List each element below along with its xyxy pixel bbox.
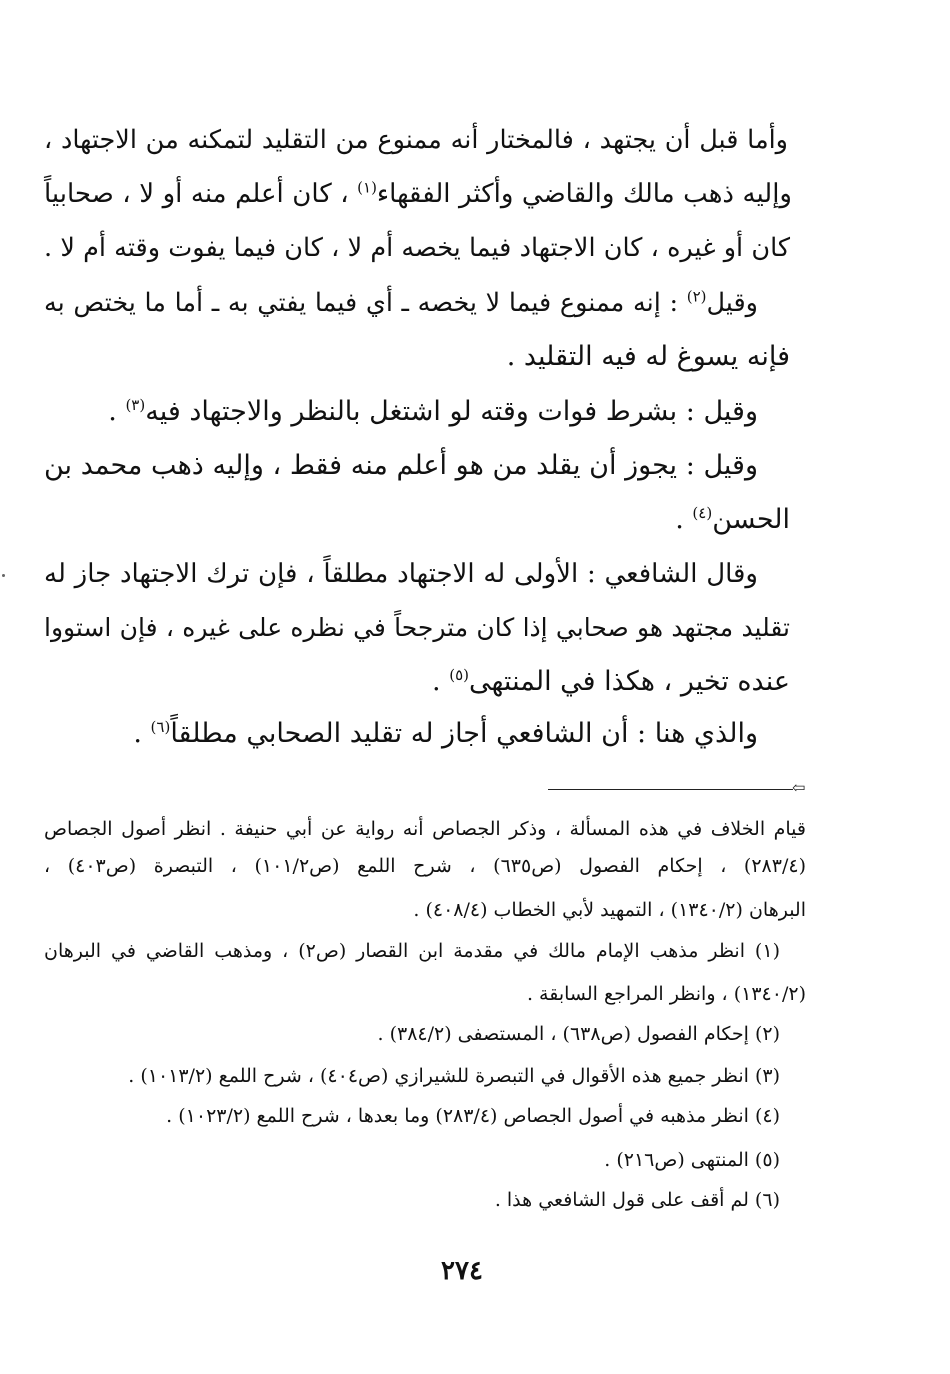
main-text: وقال الشافعي : الأولى له الاجتهاد مطلقاً ، فإن ترك الاجتهاد جاز له xyxy=(44,559,758,589)
footnote-6 xyxy=(44,1186,780,1214)
main-line-2 xyxy=(44,176,792,212)
footnote-marker: (٥) xyxy=(449,666,469,684)
main-text: تقليد مجتهد هو صحابي إذا كان مترجحاً في نظره على غيره ، فإن استووا xyxy=(44,613,790,642)
footnote-text: قيام الخلاف في هذه المسألة ، وذكر الجصاص أنه رواية عن أبي حنيفة . انظر أصول الجصاص xyxy=(44,818,806,840)
footnote-text: (٤) انظر مذهبه في أصول الجصاص (٢٨٣/٤) وما بعدها ، شرح اللمع (١٠٢٣/٢) . xyxy=(166,1105,780,1127)
main-line-3 xyxy=(44,230,790,266)
main-text: كان أو غيره ، كان الاجتهاد فيما يخصه أم لا ، كان فيما يفوت وقته أم لا . xyxy=(44,233,790,263)
main-text: ، كان أعلم منه أو لا ، صحابياً xyxy=(44,179,358,209)
footnote-continuation-line xyxy=(44,852,806,880)
main-text: وأما قبل أن يجتهد ، فالمختار أنه ممنوع من التقليد لتمكنه من الاجتهاد ، xyxy=(44,125,788,155)
continuation-arrow-icon: ⇦ xyxy=(792,778,806,797)
footnote-1 xyxy=(44,937,780,965)
footnote-5 xyxy=(44,1146,780,1174)
main-line-6 xyxy=(44,394,758,430)
main-line-1 xyxy=(44,122,788,158)
page-number: ٢٧٤ xyxy=(441,1256,483,1286)
footnote-marker: (٦) xyxy=(150,718,171,736)
footnote-marker: (١) xyxy=(357,178,377,197)
footnote-text: (١) انظر مذهب الإمام مالك في مقدمة ابن القصار (ص٢) ، ومذهب القاضي في البرهان xyxy=(44,940,780,962)
footnote-text: (١٣٤٠/٢) ، وانظر المراجع السابقة . xyxy=(526,983,806,1005)
footnote-3 xyxy=(44,1062,780,1090)
footnote-text: (٣) انظر جميع هذه الأقوال في التبصرة للشيرازي (ص٤٠٤) ، شرح اللمع (١٠١٣/٢) . xyxy=(128,1065,780,1087)
main-line-11 xyxy=(44,664,790,700)
footnote-text: (٦) لم أقف على قول الشافعي هذا . xyxy=(494,1189,780,1211)
main-text: . xyxy=(675,504,693,535)
main-line-10 xyxy=(44,610,790,646)
footnote-marker: (٢) xyxy=(686,287,707,306)
main-line-12 xyxy=(44,716,758,752)
main-text: وقيل : بشرط فوات وقته لو اشتغل بالنظر والاجتهاد فيه xyxy=(145,396,758,427)
main-text: وإليه ذهب مالك والقاضي وأكثر الفقهاء xyxy=(376,179,792,209)
footnote-marker: (٤) xyxy=(692,504,713,522)
main-line-9 xyxy=(44,556,758,592)
main-line-4 xyxy=(44,285,758,321)
main-text: والذي هنا : أن الشافعي أجاز له تقليد الصحابي مطلقاً xyxy=(170,718,758,749)
footnote-4 xyxy=(44,1102,780,1130)
main-text: : إنه ممنوع فيما لا يخصه ـ أي فيما يفتي به ـ أما ما يختص به xyxy=(44,288,687,318)
main-text: وقيل xyxy=(706,288,758,318)
footnote-marker: (٣) xyxy=(125,396,146,414)
main-text: الحسن xyxy=(712,504,790,535)
footnote-text: (٢٨٣/٤) ، إحكام الفصول (ص٦٣٥) ، شرح اللمع (ص١٠١/٢) ، التبصرة (ص٤٠٣) ، xyxy=(44,855,806,877)
scan-speck xyxy=(2,574,5,577)
main-line-8 xyxy=(44,502,790,538)
main-text: . xyxy=(108,396,126,427)
main-text: وقيل : يجوز أن يقلد من هو أعلم منه فقط ، وإليه ذهب محمد بن xyxy=(44,450,758,481)
footnote-text: (٥) المنتهى (ص٢١٦) . xyxy=(604,1149,780,1171)
footnote-separator xyxy=(548,789,793,790)
main-line-7 xyxy=(44,448,758,484)
footnote-1-cont xyxy=(44,980,806,1008)
main-text: . xyxy=(133,718,151,749)
main-line-5 xyxy=(44,339,790,375)
main-text: عنده تخير ، هكذا في المنتهى xyxy=(468,666,790,697)
footnote-continuation-line xyxy=(44,896,806,924)
main-text: . xyxy=(432,666,450,697)
footnote-text: البرهان (١٣٤٠/٢) ، التمهيد لأبي الخطاب (٤٠٨/٤) . xyxy=(413,899,806,921)
footnote-2 xyxy=(44,1020,780,1048)
footnote-text: (٢) إحكام الفصول (ص٦٣٨) ، المستصفى (٣٨٤/٢) . xyxy=(377,1023,780,1045)
main-text: فإنه يسوغ له فيه التقليد . xyxy=(506,341,790,372)
footnote-continuation-line xyxy=(44,815,806,843)
